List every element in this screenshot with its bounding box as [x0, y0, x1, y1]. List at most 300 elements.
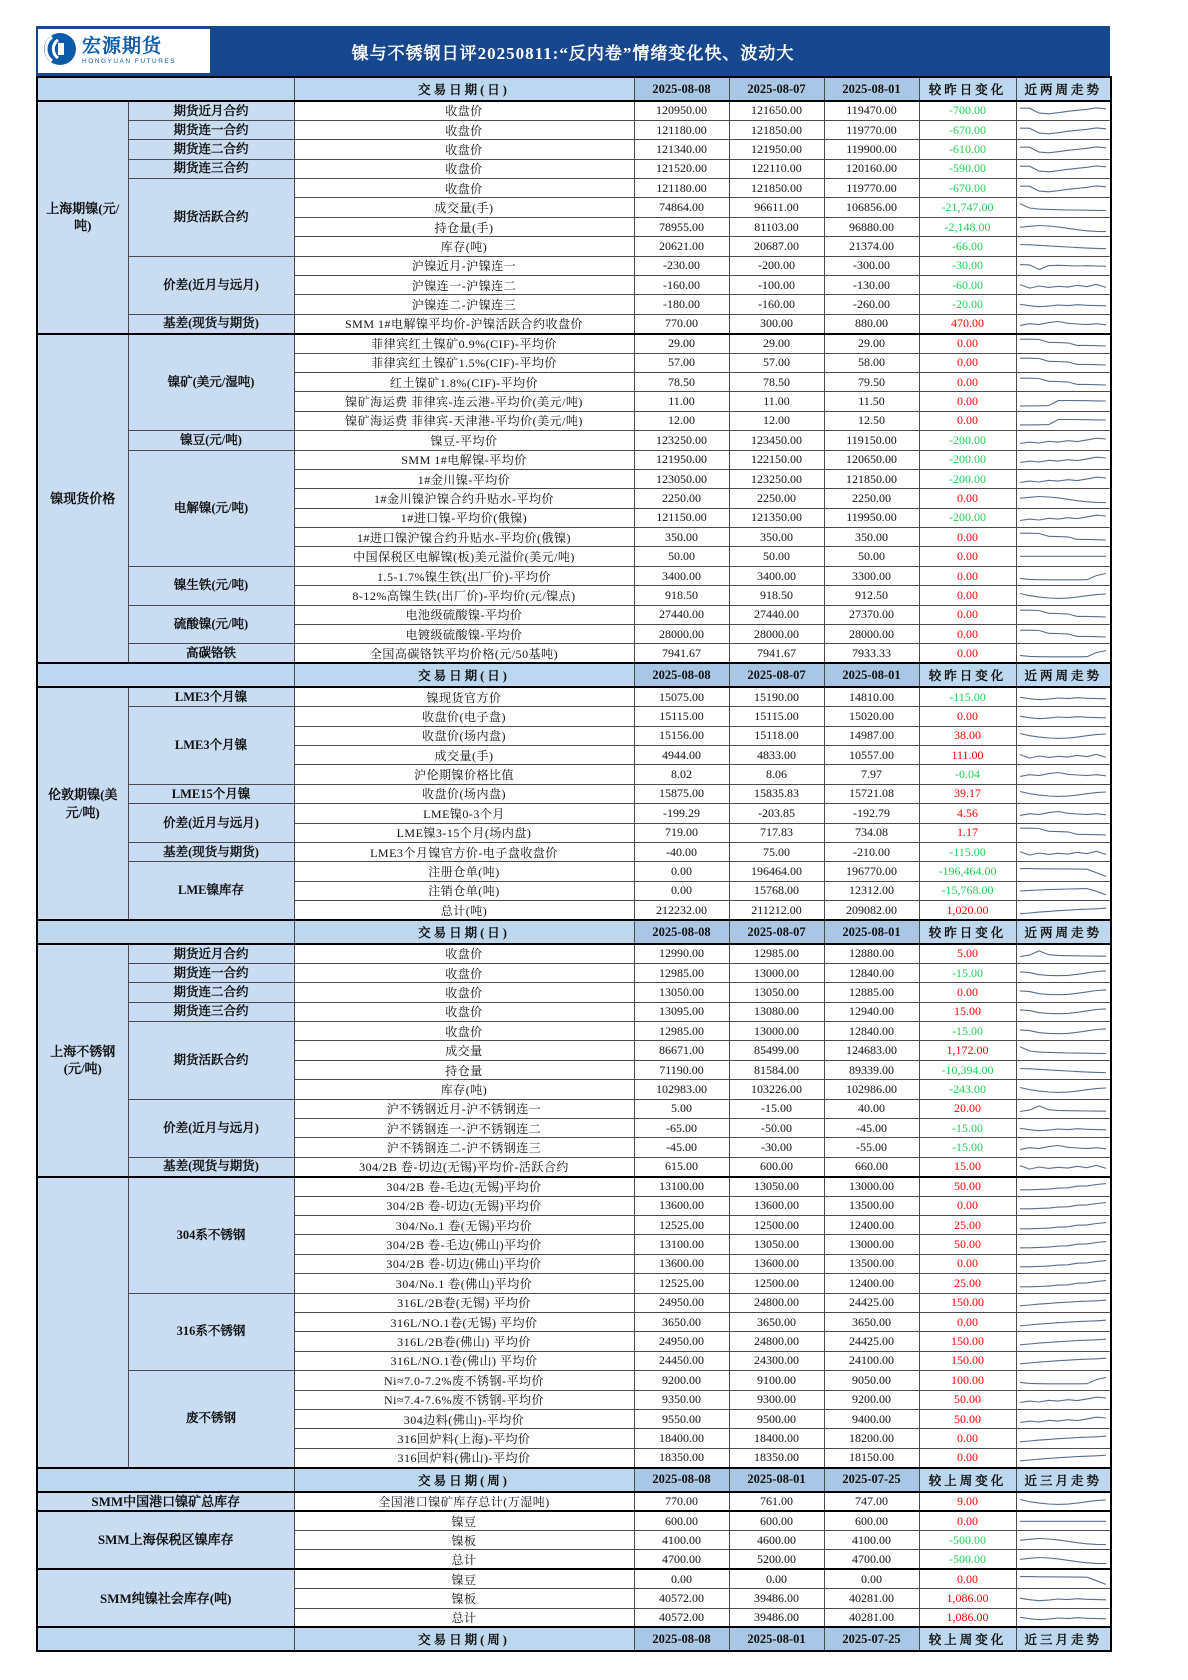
change-value-cell: -60.00 — [919, 276, 1016, 295]
change-value-cell: 50.00 — [919, 1390, 1016, 1409]
sparkline-cell — [1016, 372, 1111, 391]
table-row — [37, 450, 1111, 469]
metric-name-cell: 316L/NO.1卷(佛山) 平均价 — [294, 1351, 634, 1370]
value-cell-date1: 2250.00 — [634, 489, 729, 508]
sparkline-cell — [1016, 1041, 1111, 1060]
value-cell-date2: -160.00 — [729, 295, 824, 314]
value-cell-date1: 121180.00 — [634, 179, 729, 198]
sparkline-chart — [1019, 375, 1107, 391]
table-row — [37, 314, 1111, 333]
sparkline-chart — [1019, 767, 1107, 783]
sparkline-chart — [1019, 690, 1107, 706]
sparkline-chart — [1019, 569, 1107, 585]
change-value-cell: 0.00 — [919, 707, 1016, 726]
metric-name-cell: 镍豆-平均价 — [294, 431, 634, 450]
sparkline-cell — [1016, 1080, 1111, 1099]
group-label: 基差(现货与期货) — [128, 842, 294, 861]
change-value-cell: -0.04 — [919, 765, 1016, 784]
metric-name-cell: 304/No.1 卷(无锡)平均价 — [294, 1215, 634, 1234]
value-cell-date3: 24100.00 — [824, 1351, 919, 1370]
table-row — [37, 862, 1111, 881]
metric-name-cell: 总计 — [294, 1550, 634, 1569]
sparkline-cell — [1016, 295, 1111, 314]
sparkline-chart — [1019, 239, 1107, 255]
value-cell-date3: 106856.00 — [824, 198, 919, 217]
sparkline-chart — [1019, 530, 1107, 546]
sparkline-cell — [1016, 489, 1111, 508]
sparkline-chart — [1019, 1450, 1107, 1466]
sparkline-chart — [1019, 200, 1107, 216]
value-cell-date2: 78.50 — [729, 372, 824, 391]
metric-name-cell: 沪镍连一-沪镍连二 — [294, 276, 634, 295]
value-cell-date3: 3300.00 — [824, 566, 919, 585]
metric-name-cell: 收盘价 — [294, 963, 634, 982]
change-value-cell: 0.00 — [919, 334, 1016, 353]
sparkline-cell — [1016, 881, 1111, 900]
value-cell-date3: -45.00 — [824, 1119, 919, 1138]
sparkline-chart — [1019, 1218, 1107, 1234]
value-cell-date2: 50.00 — [729, 547, 824, 566]
value-cell-date2: 12500.00 — [729, 1274, 824, 1293]
value-cell-date3: 12885.00 — [824, 983, 919, 1002]
value-cell-date2: 13050.00 — [729, 1177, 824, 1196]
value-cell-date3: -192.79 — [824, 804, 919, 823]
value-cell-date3: 734.08 — [824, 823, 919, 842]
sparkline-cell — [1016, 963, 1111, 982]
header-date-3: 2025-07-25 — [824, 1627, 919, 1651]
value-cell-date1: 121950.00 — [634, 450, 729, 469]
header-date-1: 2025-08-08 — [634, 920, 729, 944]
sparkline-chart — [1019, 1610, 1107, 1626]
value-cell-date2: 13600.00 — [729, 1196, 824, 1215]
table-row — [37, 804, 1111, 823]
value-cell-date1: 7941.67 — [634, 644, 729, 663]
group-label: 硫酸镍(元/吨) — [128, 605, 294, 644]
value-cell-date3: 124683.00 — [824, 1041, 919, 1060]
table-row — [37, 1569, 1111, 1588]
value-cell-date2: 12.00 — [729, 411, 824, 430]
metric-name-cell: 镍豆 — [294, 1569, 634, 1588]
change-value-cell: -15.00 — [919, 1022, 1016, 1041]
table-row — [37, 983, 1111, 1002]
value-cell-date3: 102986.00 — [824, 1080, 919, 1099]
change-value-cell: 50.00 — [919, 1177, 1016, 1196]
sparkline-chart — [1019, 1591, 1107, 1607]
value-cell-date2: 9100.00 — [729, 1371, 824, 1390]
value-cell-date3: 119770.00 — [824, 179, 919, 198]
value-cell-date1: 12985.00 — [634, 1022, 729, 1041]
table-row — [37, 1099, 1111, 1118]
header-change-label: 较上周变化 — [919, 1468, 1016, 1492]
change-value-cell: -21,747.00 — [919, 198, 1016, 217]
data-table — [36, 76, 1112, 1652]
header-date-2: 2025-08-07 — [729, 663, 824, 687]
metric-name-cell: 菲律宾红土镍矿0.9%(CIF)-平均价 — [294, 334, 634, 353]
value-cell-date3: 121850.00 — [824, 469, 919, 488]
table-header-row — [37, 77, 1111, 101]
sparkline-cell — [1016, 334, 1111, 353]
sparkline-chart — [1019, 142, 1107, 158]
sparkline-cell — [1016, 469, 1111, 488]
change-value-cell: -10,394.00 — [919, 1060, 1016, 1079]
sparkline-cell — [1016, 314, 1111, 333]
value-cell-date3: 4700.00 — [824, 1550, 919, 1569]
value-cell-date1: 4700.00 — [634, 1550, 729, 1569]
sparkline-chart — [1019, 413, 1107, 429]
value-cell-date2: 9300.00 — [729, 1390, 824, 1409]
value-cell-date2: -100.00 — [729, 276, 824, 295]
sparkline-chart — [1019, 297, 1107, 313]
sparkline-chart — [1019, 985, 1107, 1001]
value-cell-date1: 13095.00 — [634, 1002, 729, 1021]
value-cell-date2: 39486.00 — [729, 1589, 824, 1608]
sparkline-chart — [1019, 161, 1107, 177]
metric-name-cell: 库存(吨) — [294, 237, 634, 256]
value-cell-date2: 103226.00 — [729, 1080, 824, 1099]
group-label: LME镍库存 — [128, 862, 294, 920]
value-cell-date2: 15115.00 — [729, 707, 824, 726]
group-label: 镍生铁(元/吨) — [128, 566, 294, 605]
value-cell-date1: 15075.00 — [634, 687, 729, 706]
value-cell-date1: 18350.00 — [634, 1448, 729, 1467]
metric-name-cell: 收盘价 — [294, 120, 634, 139]
value-cell-date1: 11.00 — [634, 392, 729, 411]
sparkline-chart — [1019, 883, 1107, 899]
sparkline-chart — [1019, 1121, 1107, 1137]
group-label: 期货连二合约 — [128, 983, 294, 1002]
value-cell-date2: 15768.00 — [729, 881, 824, 900]
value-cell-date3: 119900.00 — [824, 140, 919, 159]
table-row — [37, 431, 1111, 450]
group-label: 期货近月合约 — [128, 944, 294, 963]
sparkline-chart — [1019, 355, 1107, 371]
header-date-label: 交易日期(日) — [294, 663, 634, 687]
value-cell-date2: 121650.00 — [729, 101, 824, 120]
metric-name-cell: 1#进口镍-平均价(俄镍) — [294, 508, 634, 527]
metric-name-cell: 316L/2B卷(无锡) 平均价 — [294, 1293, 634, 1312]
sparkline-cell — [1016, 1022, 1111, 1041]
title-bar — [36, 26, 1110, 76]
sparkline-cell — [1016, 726, 1111, 745]
header-blank — [37, 920, 294, 944]
value-cell-date1: 121520.00 — [634, 159, 729, 178]
header-blank — [37, 663, 294, 687]
sparkline-chart — [1019, 472, 1107, 488]
value-cell-date3: 13000.00 — [824, 1177, 919, 1196]
header-blank — [37, 1627, 294, 1651]
group-label: LME15个月镍 — [128, 784, 294, 803]
change-value-cell: 0.00 — [919, 1429, 1016, 1448]
group-label: 基差(现货与期货) — [128, 314, 294, 333]
value-cell-date3: 40281.00 — [824, 1608, 919, 1627]
header-date-2: 2025-08-07 — [729, 77, 824, 101]
header-date-3: 2025-08-01 — [824, 77, 919, 101]
group-label: 期货连二合约 — [128, 140, 294, 159]
value-cell-date2: 39486.00 — [729, 1608, 824, 1627]
value-cell-date1: 18400.00 — [634, 1429, 729, 1448]
change-value-cell: -700.00 — [919, 101, 1016, 120]
value-cell-date2: 18400.00 — [729, 1429, 824, 1448]
sparkline-cell — [1016, 983, 1111, 1002]
value-cell-date1: 13600.00 — [634, 1196, 729, 1215]
change-value-cell: 0.00 — [919, 1569, 1016, 1588]
metric-name-cell: 镍矿海运费 菲律宾-天津港-平均价(美元/吨) — [294, 411, 634, 430]
value-cell-date3: 13000.00 — [824, 1235, 919, 1254]
group-label: LME3个月镍 — [128, 687, 294, 706]
sparkline-cell — [1016, 1429, 1111, 1448]
value-cell-date1: 212232.00 — [634, 901, 729, 920]
metric-name-cell: 沪不锈钢近月-沪不锈钢连一 — [294, 1099, 634, 1118]
value-cell-date2: 121850.00 — [729, 120, 824, 139]
value-cell-date2: 123250.00 — [729, 469, 824, 488]
value-cell-date1: 719.00 — [634, 823, 729, 842]
sparkline-cell — [1016, 1511, 1111, 1530]
value-cell-date1: 9200.00 — [634, 1371, 729, 1390]
metric-name-cell: SMM 1#电解镍-平均价 — [294, 450, 634, 469]
sparkline-cell — [1016, 1371, 1111, 1390]
change-value-cell: 1,172.00 — [919, 1041, 1016, 1060]
change-value-cell: 0.00 — [919, 547, 1016, 566]
value-cell-date2: 9500.00 — [729, 1409, 824, 1428]
sparkline-chart — [1019, 1043, 1107, 1059]
sparkline-chart — [1019, 588, 1107, 604]
change-value-cell: 111.00 — [919, 746, 1016, 765]
value-cell-date2: 121350.00 — [729, 508, 824, 527]
value-cell-date1: 13050.00 — [634, 983, 729, 1002]
value-cell-date1: -230.00 — [634, 256, 729, 275]
change-value-cell: 1.17 — [919, 823, 1016, 842]
table-row — [37, 784, 1111, 803]
value-cell-date3: 27370.00 — [824, 605, 919, 624]
value-cell-date3: 15020.00 — [824, 707, 919, 726]
sparkline-cell — [1016, 842, 1111, 861]
group-label: 废不锈钢 — [128, 1371, 294, 1468]
metric-name-cell: 收盘价(场内盘) — [294, 726, 634, 745]
value-cell-date1: -180.00 — [634, 295, 729, 314]
value-cell-date1: 350.00 — [634, 528, 729, 547]
value-cell-date2: 717.83 — [729, 823, 824, 842]
value-cell-date1: 13100.00 — [634, 1235, 729, 1254]
sparkline-chart — [1019, 394, 1107, 410]
metric-name-cell: 304/2B 卷-切边(无锡)平均价-活跃合约 — [294, 1157, 634, 1176]
value-cell-date1: 121150.00 — [634, 508, 729, 527]
table-header-row — [37, 1468, 1111, 1492]
metric-name-cell: 316回炉料(上海)-平均价 — [294, 1429, 634, 1448]
sparkline-chart — [1019, 336, 1107, 352]
value-cell-date2: 211212.00 — [729, 901, 824, 920]
value-cell-date2: 3650.00 — [729, 1312, 824, 1331]
sparkline-chart — [1019, 1159, 1107, 1175]
section-label: SMM纯镍社会库存(吨) — [37, 1569, 294, 1627]
change-value-cell: -200.00 — [919, 450, 1016, 469]
value-cell-date1: 71190.00 — [634, 1060, 729, 1079]
metric-name-cell: 中国保税区电解镍(板)美元溢价(美元/吨) — [294, 547, 634, 566]
sparkline-chart — [1019, 646, 1107, 662]
table-row — [37, 179, 1111, 198]
value-cell-date1: 12985.00 — [634, 963, 729, 982]
value-cell-date1: 27440.00 — [634, 605, 729, 624]
sparkline-chart — [1019, 1572, 1107, 1588]
value-cell-date3: 3650.00 — [824, 1312, 919, 1331]
sparkline-cell — [1016, 1157, 1111, 1176]
section-label: 镍现货价格 — [37, 334, 128, 664]
value-cell-date2: -30.00 — [729, 1138, 824, 1157]
header-change-label: 较上周变化 — [919, 1627, 1016, 1651]
change-value-cell: 5.00 — [919, 944, 1016, 963]
group-label: 期货连一合约 — [128, 120, 294, 139]
sparkline-cell — [1016, 746, 1111, 765]
value-cell-date2: 13600.00 — [729, 1254, 824, 1273]
change-value-cell: 25.00 — [919, 1274, 1016, 1293]
header-date-2: 2025-08-01 — [729, 1627, 824, 1651]
metric-name-cell: 总计(吨) — [294, 901, 634, 920]
value-cell-date2: 96611.00 — [729, 198, 824, 217]
value-cell-date2: 123450.00 — [729, 431, 824, 450]
value-cell-date1: 9550.00 — [634, 1409, 729, 1428]
sparkline-chart — [1019, 1295, 1107, 1311]
value-cell-date2: 196464.00 — [729, 862, 824, 881]
change-value-cell: -15.00 — [919, 963, 1016, 982]
sparkline-cell — [1016, 707, 1111, 726]
sparkline-chart — [1019, 1101, 1107, 1117]
header-trend-label: 近三月走势 — [1016, 1468, 1111, 1492]
group-label: 镍矿(美元/湿吨) — [128, 334, 294, 431]
value-cell-date2: 4833.00 — [729, 746, 824, 765]
sparkline-chart — [1019, 1412, 1107, 1428]
metric-name-cell: 沪不锈钢连二-沪不锈钢连三 — [294, 1138, 634, 1157]
sparkline-cell — [1016, 1589, 1111, 1608]
sparkline-cell — [1016, 1177, 1111, 1196]
sparkline-chart — [1019, 491, 1107, 507]
header-change-label: 较昨日变化 — [919, 663, 1016, 687]
sparkline-cell — [1016, 1550, 1111, 1569]
change-value-cell: -115.00 — [919, 687, 1016, 706]
value-cell-date2: 29.00 — [729, 334, 824, 353]
header-trend-label: 近两周走势 — [1016, 663, 1111, 687]
value-cell-date3: 12840.00 — [824, 963, 919, 982]
sparkline-chart — [1019, 1276, 1107, 1292]
value-cell-date2: 350.00 — [729, 528, 824, 547]
change-value-cell: -15.00 — [919, 1119, 1016, 1138]
sparkline-cell — [1016, 1390, 1111, 1409]
value-cell-date3: 18200.00 — [824, 1429, 919, 1448]
table-row — [37, 1002, 1111, 1021]
metric-name-cell: LME3个月镍官方价-电子盘收盘价 — [294, 842, 634, 861]
value-cell-date3: 912.50 — [824, 586, 919, 605]
sparkline-chart — [1019, 946, 1107, 962]
value-cell-date2: 13080.00 — [729, 1002, 824, 1021]
sparkline-cell — [1016, 1312, 1111, 1331]
table-header-row — [37, 663, 1111, 687]
metric-name-cell: 持仓量(手) — [294, 217, 634, 236]
value-cell-date3: 7933.33 — [824, 644, 919, 663]
value-cell-date2: 7941.67 — [729, 644, 824, 663]
value-cell-date2: 918.50 — [729, 586, 824, 605]
value-cell-date1: 600.00 — [634, 1511, 729, 1530]
value-cell-date2: 81103.00 — [729, 217, 824, 236]
metric-name-cell: 收盘价 — [294, 159, 634, 178]
metric-name-cell: 沪镍近月-沪镍连一 — [294, 256, 634, 275]
value-cell-date3: -210.00 — [824, 842, 919, 861]
value-cell-date3: -130.00 — [824, 276, 919, 295]
metric-name-cell: 镍现货官方价 — [294, 687, 634, 706]
value-cell-date3: 4100.00 — [824, 1531, 919, 1550]
header-date-label: 交易日期(日) — [294, 77, 634, 101]
value-cell-date2: 57.00 — [729, 353, 824, 372]
value-cell-date2: 28000.00 — [729, 625, 824, 644]
table-row — [37, 707, 1111, 726]
section-label: 上海期镍(元/吨) — [37, 101, 128, 334]
section-label: SMM上海保税区镍库存 — [37, 1511, 294, 1569]
header-date-3: 2025-08-01 — [824, 663, 919, 687]
value-cell-date1: 50.00 — [634, 547, 729, 566]
value-cell-date1: 120950.00 — [634, 101, 729, 120]
value-cell-date1: 13600.00 — [634, 1254, 729, 1273]
metric-name-cell: Ni≈7.4-7.6%废不锈钢-平均价 — [294, 1390, 634, 1409]
sparkline-cell — [1016, 823, 1111, 842]
sparkline-cell — [1016, 1274, 1111, 1293]
value-cell-date3: 21374.00 — [824, 237, 919, 256]
value-cell-date3: 12400.00 — [824, 1274, 919, 1293]
change-value-cell: -500.00 — [919, 1531, 1016, 1550]
table-row — [37, 605, 1111, 624]
value-cell-date3: 12880.00 — [824, 944, 919, 963]
value-cell-date3: 7.97 — [824, 765, 919, 784]
value-cell-date3: 15721.08 — [824, 784, 919, 803]
sparkline-cell — [1016, 547, 1111, 566]
sparkline-chart — [1019, 433, 1107, 449]
change-value-cell: 1,020.00 — [919, 901, 1016, 920]
header-blank — [37, 1468, 294, 1492]
value-cell-date3: 209082.00 — [824, 901, 919, 920]
change-value-cell: -15.00 — [919, 1138, 1016, 1157]
header-date-label: 交易日期(周) — [294, 1627, 634, 1651]
sparkline-cell — [1016, 179, 1111, 198]
value-cell-date3: 89339.00 — [824, 1060, 919, 1079]
sparkline-cell — [1016, 528, 1111, 547]
value-cell-date3: 9050.00 — [824, 1371, 919, 1390]
value-cell-date3: 58.00 — [824, 353, 919, 372]
value-cell-date1: 123250.00 — [634, 431, 729, 450]
value-cell-date3: 96880.00 — [824, 217, 919, 236]
metric-name-cell: 1.5-1.7%镍生铁(出厂价)-平均价 — [294, 566, 634, 585]
group-label: 价差(近月与远月) — [128, 804, 294, 843]
sparkline-chart — [1019, 1373, 1107, 1389]
table-row — [37, 120, 1111, 139]
sparkline-cell — [1016, 508, 1111, 527]
table-header-row — [37, 920, 1111, 944]
value-cell-date1: 770.00 — [634, 314, 729, 333]
value-cell-date1: 78.50 — [634, 372, 729, 391]
metric-name-cell: 全国港口镍矿库存总计(万湿吨) — [294, 1492, 634, 1512]
value-cell-date1: -45.00 — [634, 1138, 729, 1157]
sparkline-cell — [1016, 1060, 1111, 1079]
sparkline-chart — [1019, 1315, 1107, 1331]
sparkline-cell — [1016, 1569, 1111, 1588]
header-change-label: 较昨日变化 — [919, 920, 1016, 944]
sparkline-chart — [1019, 1004, 1107, 1020]
header-date-label: 交易日期(日) — [294, 920, 634, 944]
sparkline-cell — [1016, 1608, 1111, 1627]
section-label: 上海不锈钢(元/吨) — [37, 944, 128, 1177]
value-cell-date2: 121850.00 — [729, 179, 824, 198]
change-value-cell: 15.00 — [919, 1002, 1016, 1021]
value-cell-date2: 4600.00 — [729, 1531, 824, 1550]
change-value-cell: -670.00 — [919, 179, 1016, 198]
sparkline-cell — [1016, 687, 1111, 706]
change-value-cell: -115.00 — [919, 842, 1016, 861]
metric-name-cell: 收盘价 — [294, 983, 634, 1002]
